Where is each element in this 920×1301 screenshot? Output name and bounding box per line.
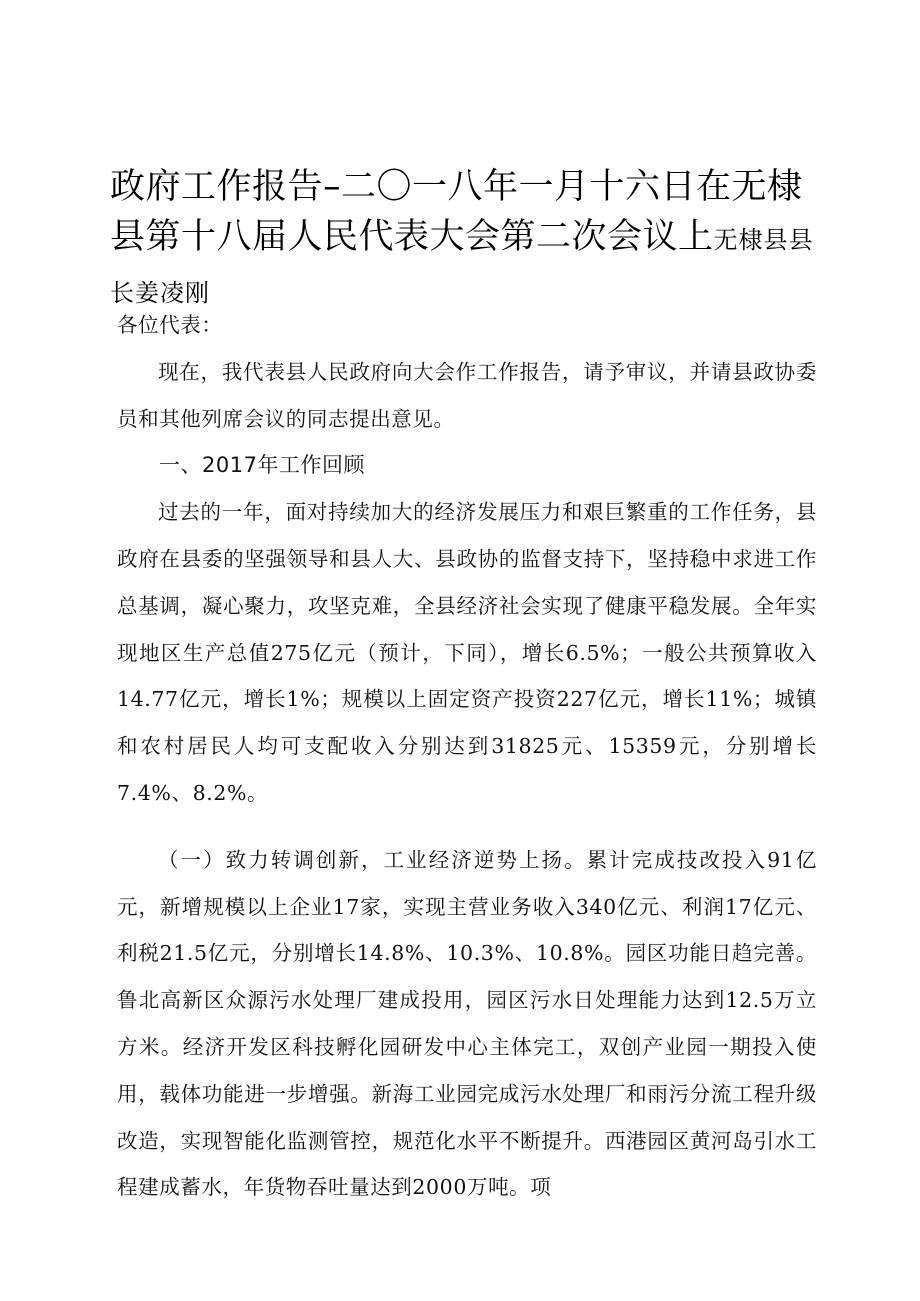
intro-paragraph: 现在，我代表县人民政府向大会作工作报告，请予审议，并请县政协委员和其他列席会议的同志提出意见。 — [117, 359, 817, 431]
document-title: 政府工作报告–二〇一八年一月十六日在无棣县第十八届人民代表大会第二次会议上 — [110, 167, 803, 257]
review-paragraph: 过去的一年，面对持续加大的经济发展压力和艰巨繁重的工作任务，县政府在县委的坚强领导和县人大、县政协的监督支持下，坚持稳中求进工作总基调，凝心聚力，攻坚克难，全县经济社会实现了健康平稳发展。全年实现地区生产总值275亿元（预计，下同），增长6.5%；一般公共预算收入14.77亿元，增长1%；规模以上固定资产投资227亿元，增长11%；城镇和农村居民人均可支配收入分别达到31825元、15359元，分别增长7.4%、8.2%。 — [117, 500, 817, 805]
section-heading: 一、2017年工作回顾 — [159, 453, 365, 478]
paragraph-spacer — [117, 817, 817, 837]
document-title-block — [110, 162, 830, 318]
document-byline: 无棣县县长姜凌刚 — [110, 226, 814, 307]
industry-paragraph: （一）致力转调创新，工业经济逆势上扬。累计完成技改投入91亿元，新增规模以上企业17家，实现主营业务收入340亿元、利润17亿元、利税21.5亿元，分别增长14.8%、10.3%、10.8%。园区功能日趋完善。鲁北高新区众源污水处理厂建成投用，园区污水日处理能力达到12.5万立方米。经济开发区科技孵化园研发中心主体完工，双创产业园一期投入使用，载体功能进一步增强。新海工业园完成污水处理厂和雨污分流工程升级改造，实现智能化监测管控，规范化水平不断提升。西港园区黄河岛引水工程建成蓄水，年货物吞吐量达到2000万吨。项 — [117, 847, 817, 1200]
salutation: 各位代表： — [117, 313, 223, 337]
document-body — [117, 302, 817, 1211]
